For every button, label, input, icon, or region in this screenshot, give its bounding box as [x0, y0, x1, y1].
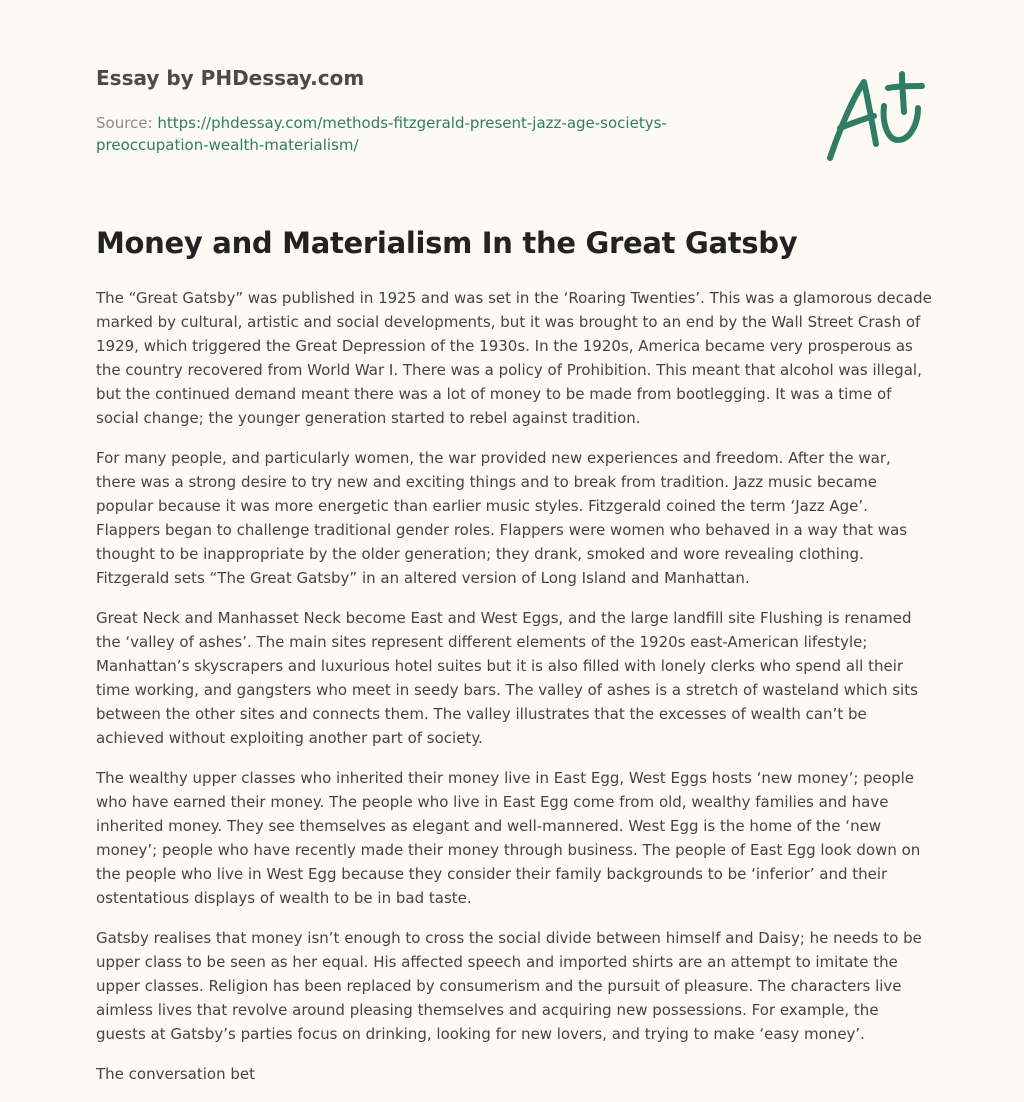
- essay-paragraph: The “Great Gatsby” was published in 1925 and was set in the ‘Roaring Twenties’. This was a glamorous decade marked by cultural, artistic and social developments, but it was brought to an end by the Wall Street Crash of 1929, which triggered the Great Depression of the 1930s. In the 1920s, America became very prosperous as the country recovered from World War I. There was a policy of Prohibition. This meant that alcohol was illegal, but the continued demand meant there was a lot of money to be made from bootlegging. It was a time of social change; the younger generation started to rebel against tradition.: [96, 289, 932, 427]
- site-brand: Essay by PHDessay.com: [96, 66, 365, 90]
- essay-paragraph: Great Neck and Manhasset Neck become East and West Eggs, and the large landfill site Flushing is renamed the ‘valley of ashes’. The main sites represent different elements of the 1920s east-American lifestyle; Manhattan’s skyscrapers and luxurious hotel suites but it is also filled with lonely clerks who spend all their time working, and gangsters who meet in seedy bars. The valley of ashes is a stretch of wasteland which sits between the other sites and connects them. The valley illustrates that the excesses of wealth can’t be achieved without exploiting another part of society.: [96, 609, 918, 747]
- essay-paragraph: For many people, and particularly women, the war provided new experiences and freedom. After the war, there was a strong desire to try new and exciting things and to break from tradition. Jazz music became popular because it was more energetic than earlier music styles. Fitzgerald coined the term ‘Jazz Age’. Flappers began to challenge traditional gender roles. Flappers were women who behaved in a way that was thought to be inappropriate by the older generation; they drank, smoked and wore revealing clothing. Fitzgerald sets “The Great Gatsby” in an altered version of Long Island and Manhattan.: [96, 449, 908, 587]
- essay-title: Money and Materialism In the Great Gatsby: [96, 226, 798, 260]
- essay-paragraph: The wealthy upper classes who inherited their money live in East Egg, West Eggs hosts ‘new money’; people who have earned their money. The people who live in East Egg come from old, wealthy families and have inherited money. They see themselves as elegant and well-mannered. West Egg is the home of the ‘new money’; people who have recently made their money through business. The people of East Egg look down on the people who live in West Egg because they consider their family backgrounds to be ‘inferior’ and their ostentatious displays of wealth to be in bad taste.: [96, 769, 921, 907]
- essay-body: [96, 286, 932, 1102]
- source-label: Source:: [96, 114, 158, 132]
- a-plus-logo-icon: [818, 66, 930, 166]
- source-link[interactable]: https://phdessay.com/methods-fitzgerald-present-jazz-age-societys-preoccupation-wealth-materialism/: [96, 114, 667, 154]
- essay-paragraph: Gatsby realises that money isn’t enough to cross the social divide between himself and Daisy; he needs to be upper class to be seen as her equal. His affected speech and imported shirts are an attempt to imitate the upper classes. Religion has been replaced by consumerism and the pursuit of pleasure. The characters live aimless lives that revolve around pleasing themselves and acquiring new possessions. For example, the guests at Gatsby’s parties focus on drinking, looking for new lovers, and trying to make ‘easy money’.: [96, 929, 922, 1043]
- source-line: [96, 112, 716, 156]
- essay-paragraph-truncated: The conversation bet: [96, 1065, 256, 1083]
